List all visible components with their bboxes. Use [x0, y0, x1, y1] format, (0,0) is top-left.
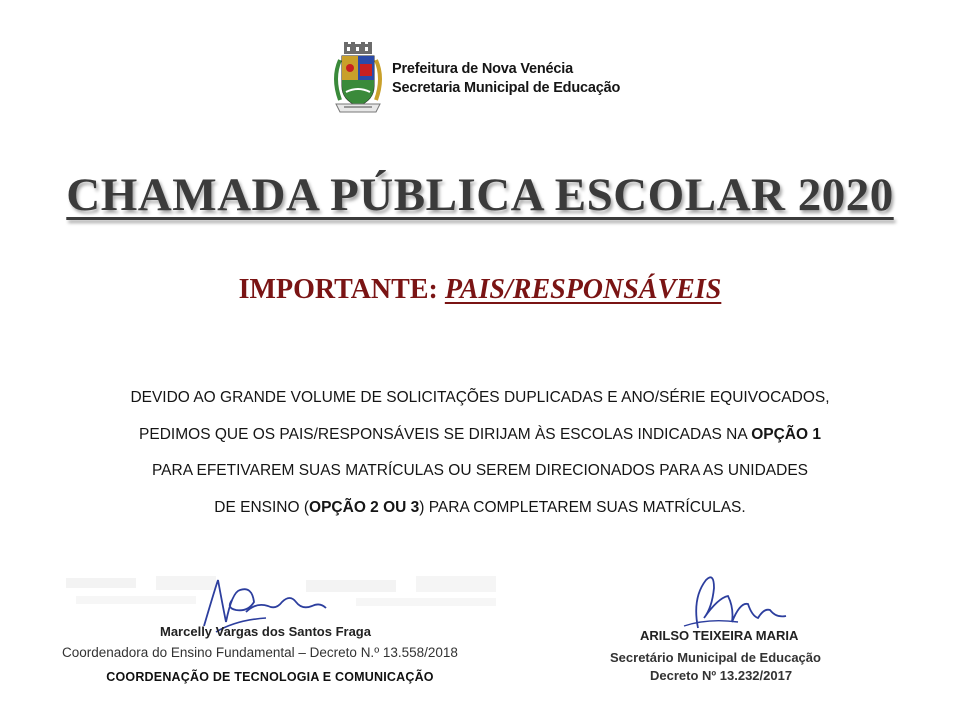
notice-line-3: PARA EFETIVAREM SUAS MATRÍCULAS OU SEREM DIRECIONADOS PARA AS UNIDADES — [151, 462, 808, 479]
department-name: Secretaria Municipal de Educação — [392, 80, 621, 96]
notice-text — [0, 380, 960, 526]
signature-block-right — [598, 568, 868, 688]
notice-line-4 — [0, 490, 960, 527]
notice-line-2-text: PEDIMOS QUE OS PAIS/RESPONSÁVEIS SE DIRIJAM ÀS ESCOLAS INDICADAS NA — [139, 425, 747, 443]
page-title — [0, 168, 960, 222]
option-2-3-label: OPÇÃO 2 OU 3 — [309, 498, 420, 516]
page-header — [330, 42, 650, 118]
org-name: Prefeitura de Nova Venécia — [392, 61, 573, 77]
subtitle-prefix: IMPORTANTE: — [238, 274, 438, 305]
notice-line-4-pre: DE ENSINO ( — [214, 498, 310, 516]
coat-of-arms-icon — [330, 42, 386, 116]
subtitle-emphasis: PAIS/RESPONSÁVEIS — [444, 274, 722, 305]
footer-coordination: COORDENAÇÃO DE TECNOLOGIA E COMUNICAÇÃO — [106, 670, 434, 684]
signatory-left-name: Marcelly Vargas dos Santos Fraga — [160, 624, 371, 639]
signatory-right-role: Secretário Municipal de Educação — [610, 650, 821, 665]
page-title-text: CHAMADA PÚBLICA ESCOLAR 2020 — [66, 169, 894, 221]
notice-line-4-post: ) PARA COMPLETAREM SUAS MATRÍCULAS. — [419, 498, 746, 516]
notice-line-2 — [0, 417, 960, 454]
signatory-right-decree: Decreto Nº 13.232/2017 — [650, 668, 793, 683]
notice-line-1: DEVIDO AO GRANDE VOLUME DE SOLICITAÇÕES DUPLICADAS E ANO/SÉRIE EQUIVOCADOS, — [130, 389, 830, 406]
signatory-left-role: Coordenadora do Ensino Fundamental – Decreto N.º 13.558/2018 — [62, 645, 458, 660]
option-1-label: OPÇÃO 1 — [751, 425, 821, 443]
signatory-right-name: ARILSO TEIXEIRA MARIA — [640, 628, 799, 643]
subtitle — [0, 274, 960, 306]
